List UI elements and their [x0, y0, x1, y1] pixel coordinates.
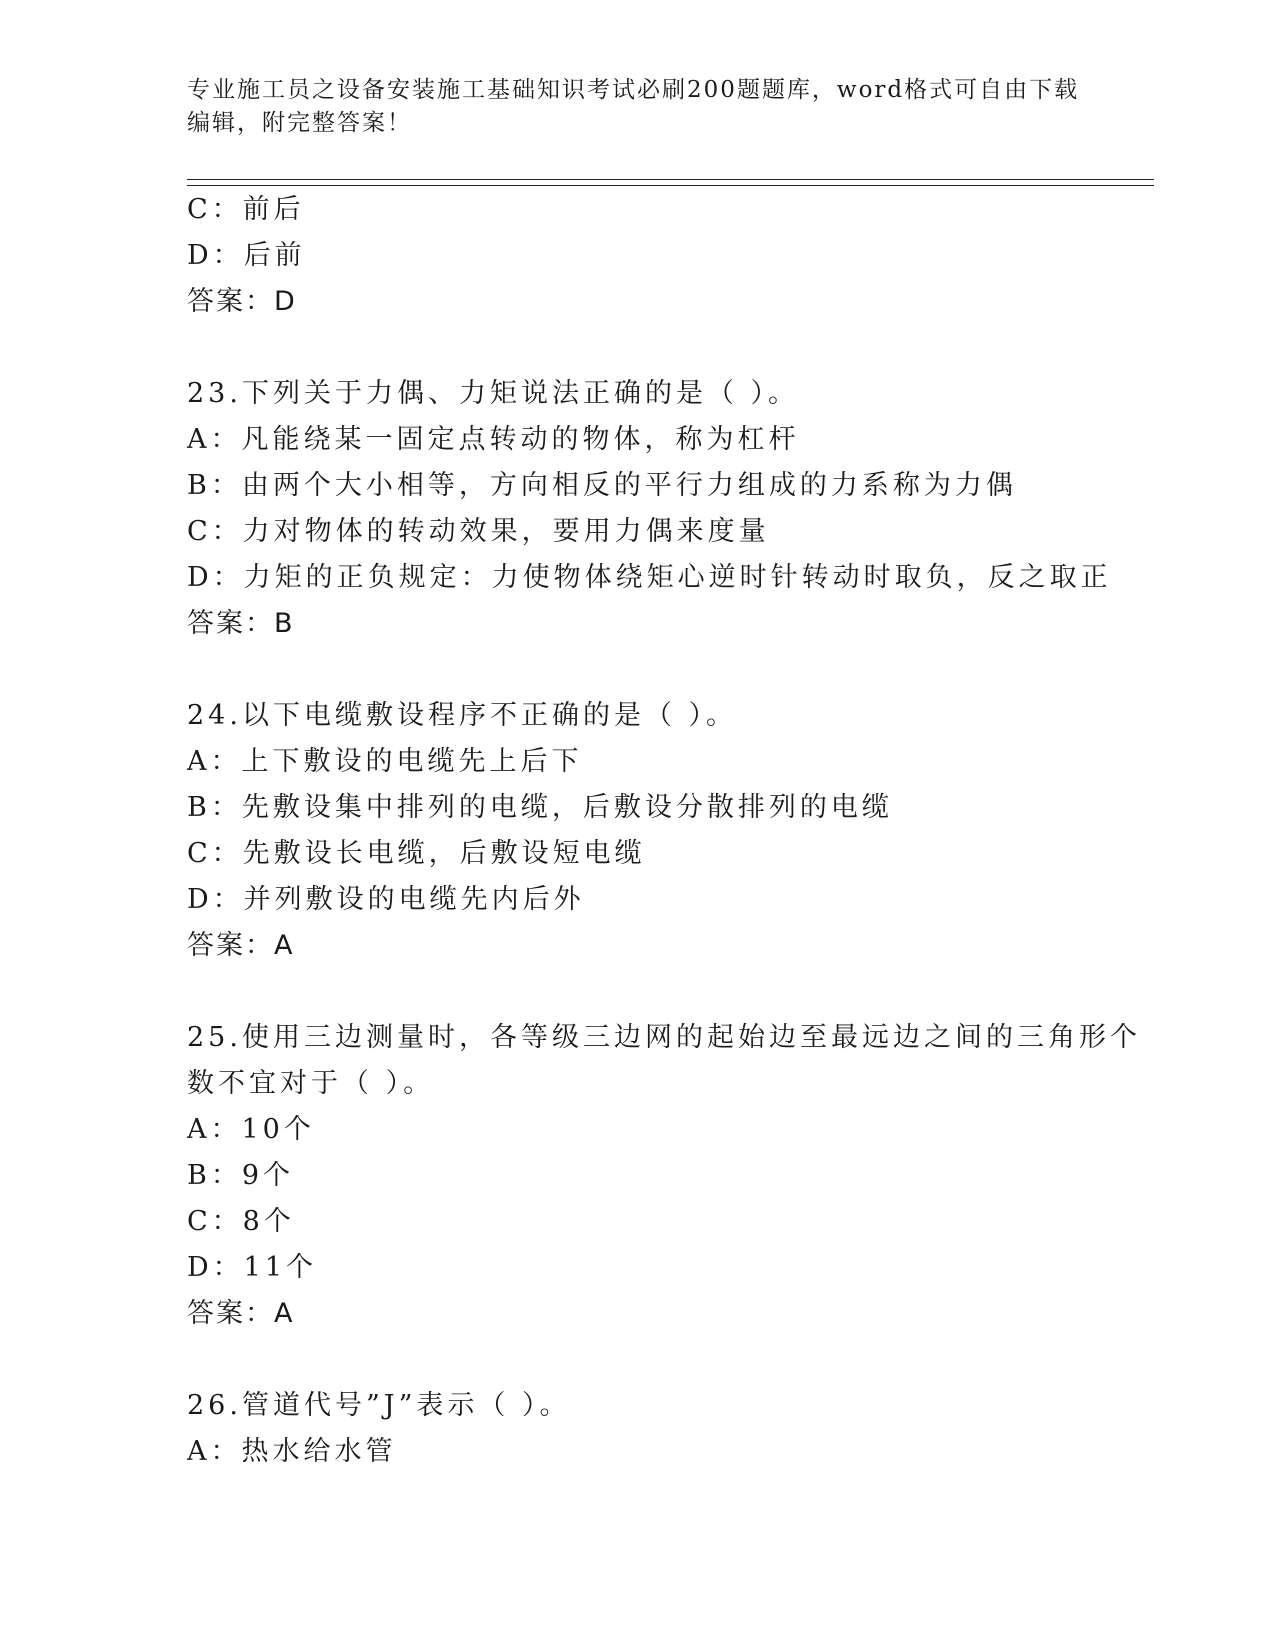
- option-b: B：9个: [187, 1160, 295, 1191]
- question-24: [187, 693, 1147, 969]
- option-c: C：前后: [187, 194, 305, 225]
- header-title-line1: 专业施工员之设备安装施工基础知识考试必刷200题题库，word格式可自由下载: [187, 77, 1080, 103]
- document-header: [187, 74, 1087, 140]
- question-stem-line2: 数不宜对于（ ）。: [187, 1068, 435, 1099]
- option-d: D：并列敷设的电缆先内后外: [187, 884, 585, 915]
- option-a: A：凡能绕某一固定点转动的物体，称为杠杆: [187, 424, 800, 455]
- option-d: D：后前: [187, 240, 306, 271]
- option-c: C：先敷设长电缆，后敷设短电缆: [187, 838, 646, 869]
- header-divider: [187, 179, 1154, 186]
- option-d: D：力矩的正负规定：力使物体绕矩心逆时针转动时取负，反之取正: [187, 562, 1112, 593]
- option-a: A：上下敷设的电缆先上后下: [187, 746, 583, 777]
- spacer: [187, 1337, 1147, 1383]
- question-25: [187, 1015, 1147, 1337]
- question-22-tail: [187, 187, 1147, 325]
- question-stem: 23.下列关于力偶、力矩说法正确的是（ ）。: [187, 378, 800, 409]
- question-26: [187, 1383, 1147, 1475]
- option-c: C：力对物体的转动效果，要用力偶来度量: [187, 516, 770, 547]
- question-stem: 26.管道代号”J”表示（ ）。: [187, 1390, 571, 1421]
- option-a: A：热水给水管: [187, 1436, 397, 1467]
- header-title-line2: 编辑，附完整答案！: [187, 110, 412, 136]
- spacer: [187, 969, 1147, 1015]
- question-list: [187, 187, 1147, 1475]
- spacer: [187, 325, 1147, 371]
- answer-line: 答案：A: [187, 1298, 295, 1329]
- question-23: [187, 371, 1147, 647]
- answer-line: 答案：A: [187, 930, 295, 961]
- question-stem: 24.以下电缆敷设程序不正确的是（ ）。: [187, 700, 738, 731]
- option-d: D：11个: [187, 1252, 318, 1283]
- option-a: A：10个: [187, 1114, 315, 1145]
- option-b: B：先敷设集中排列的电缆，后敷设分散排列的电缆: [187, 792, 893, 823]
- spacer: [187, 647, 1147, 693]
- answer-line: 答案：D: [187, 286, 297, 317]
- option-b: B：由两个大小相等，方向相反的平行力组成的力系称为力偶: [187, 470, 1017, 501]
- question-stem-line1: 25.使用三边测量时，各等级三边网的起始边至最远边之间的三角形个: [187, 1022, 1141, 1053]
- answer-line: 答案：B: [187, 608, 295, 639]
- option-c: C：8个: [187, 1206, 295, 1237]
